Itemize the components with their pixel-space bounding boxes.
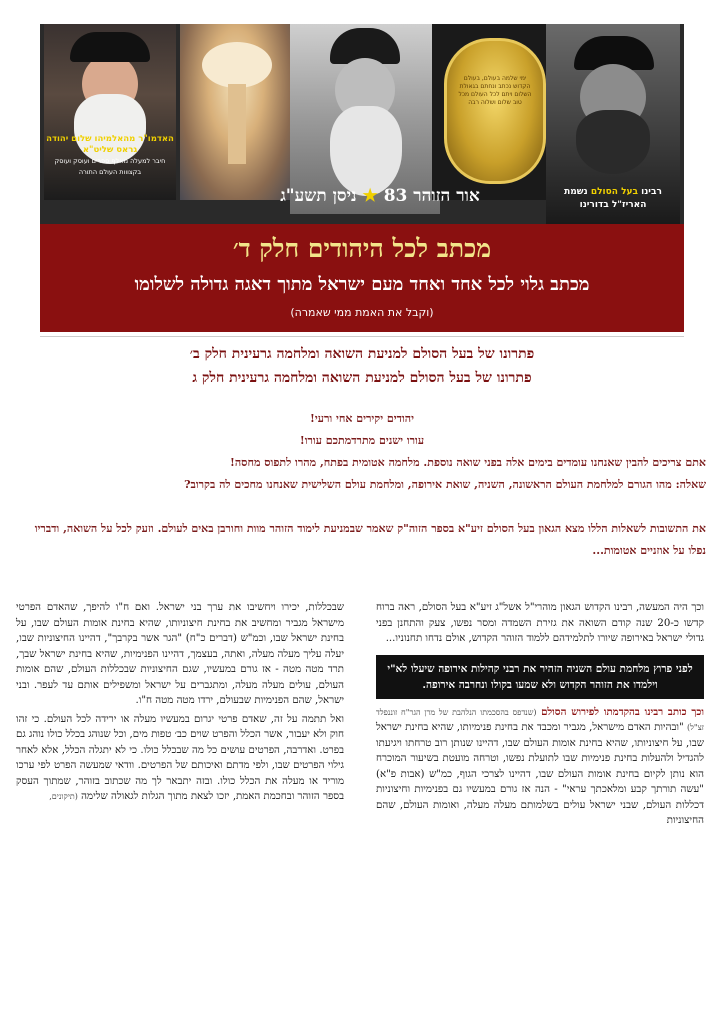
left-caption-sub: חיבר למעלה מאלף ספרים ועוסק ועוסק בקצווות העולם התורה — [54, 157, 166, 176]
intro-line-2: עורו ישנים מתרדמתכם עורו! — [299, 434, 425, 447]
page-subtitle: מכתב גלוי לכל אחד ואחד מעם ישראל מתוך דאגה גדולה לשלומו — [134, 274, 590, 295]
intro-line-4: שאלה: מהו הגורם למלחמת העולם הראשונה, השניה, שואת אירופה, ומלחמת עולם השלישית שאנחנו מחכים לה בקרוב? — [184, 478, 706, 491]
hat-shape — [70, 32, 150, 62]
quote-text: "ובהיות האדם מישראל, מגביר ומכבד את בחינת פנימיותו, שהיא בחינת ישראל שבו, על חיצוניותו, שהיא בחינת אומות העולם שבו, דהיינו שנותן רוב טרחתו ויגיעתו להגדיל ולהעלות בחינת פנימיות שבו לתועלת נפשו, וטרחה מועטת בשיעור המוכרח הוא נותן לקיום בחינת אומות העולם שבו, דהיינו לצרכי הגוף, כמ"ש (אבות פ"א) "עשה תורתך קבע ומלאכתך עראי" - הנה אז גורם במעשיו גם בפנימיות וחיצוניות דכללות העולם, שבני ישראל עולים בשלמותם מעלה מעלה, ואומות העולם, שהם החיצוניות — [376, 722, 704, 826]
subtitle-1: פתרונו של בעל הסולם למניעת השואה ומלחמה גרעינית חלק ב׳ — [189, 346, 535, 362]
mushroom-cloud-shape — [202, 42, 272, 88]
left-caption — [46, 134, 174, 178]
issue-name: אור הזוהר 83 — [383, 186, 480, 206]
beard-shape — [330, 106, 402, 196]
issue-date: ניסן תשע"ג — [280, 186, 357, 206]
title-box — [40, 224, 684, 332]
gold-coin — [444, 38, 546, 184]
left-caption-name: האדמו"ר מהאלמיהו שלום יהודה גראס שליט"א — [46, 134, 174, 155]
page-tagline: (וקבל את האמת ממי שאמרה) — [290, 306, 434, 319]
column-left — [16, 600, 344, 808]
column-right — [376, 600, 704, 832]
coin-text: ימי שלמה בעולם, בעולם הקדוש נכתב ונחתם בגאולת השלום ויתם לכל העולם מכל טוב שלום ושלוה רבה — [458, 75, 532, 106]
cloud-stem-shape — [228, 84, 246, 164]
col-left-source: (תיקונים, — [49, 792, 78, 801]
star-icon: ★ — [362, 186, 378, 206]
right-caption-2: בעל הסולם — [590, 187, 638, 197]
header-banner — [40, 24, 684, 224]
issue-line — [220, 186, 540, 206]
col-left-text: ואל תתמה על זה, שאדם פרטי יגרום במעשיו מעלה או ירידה לכל העולם. כי זהו חוק ולא יעבור, אשר הכלל והפרט שוים כב׳ טפות מים, וכל שנוהג בכלל כולו נוהג גם בפרט. ואדרבה, הפרטים עושים כל מה שבכלל כולו. כי לא יתגלה הכלל, אלא לאחר גילוי הפרטים שבו, ולפי מדתם ואיכותם של הפרטים. וודאי שמעשה הפרט לפי ערכו מוריד או מעלה את הכלל כולו. ובזה יתבאר לך מה שכתוב בזוהר, שמתוך העסק בספר הזוהר ובחכמת האמת, יזכו לצאת מתוך הגלות לגאולה שלימה — [16, 713, 344, 802]
intro-line-1: יהודים יקירים אחי ורעי! — [310, 412, 414, 425]
col-left-paragraph-1: שבכללות, יכירו ויחשיבו את ערך בני ישראל. ואם ח"ו להיפך, שהאדם הפרטי מישראל מגביר ומחשיב את בחינת חיצוניותו, שהיא בחינת אומות העולם שבו, על בחינת ישראל שבו, וכמ"ש (דברים כ"ח) "הגר אשר בקרבך", דהיינו החיצוניות שבו, יעלה עליך מעלה מעלה, ואתה, בעצמך, דהיינו הפנימיות, שהיא בחינת ישראל שבך, תרד מטה מטה - אז גורם במעשיו, שגם החיצוניות שבכללות העולם, שהם אומות העולם, עולים מעלה מעלה, ומתגברים על ישראל ומשפילים אותם עד לעפר. ובני ישראל, שהם הפנימיות שבעולם, ירדו מטה מטה ח"ו. — [16, 602, 344, 706]
right-caption-4: האריז"ל בדורינו — [579, 200, 647, 210]
subtitle-2: פתרונו של בעל הסולם למניעת השואה ומלחמה גרעינית חלק ג — [192, 370, 532, 386]
quote-source: (שנדפס בהסכמתו הנלהבת של מרן הגר"ח זוננפלד זצ"ל) — [376, 707, 704, 732]
page-title: מכתב לכל היהודים חלק ד׳ — [232, 234, 492, 263]
warning-box: לפני פרוץ מלחמת עולם השניה הזהיר את רבני קהילות אירופה שיעלו לא"י וילמדו את הזוהר הקדוש ולא שמעו בקולו ונחרבה אירופה. — [376, 655, 704, 699]
col-right-paragraph-2 — [376, 705, 704, 829]
zohar-medallion — [432, 24, 550, 200]
col-left-paragraph-2 — [16, 712, 344, 805]
right-caption-1: רבינו — [641, 187, 662, 197]
right-caption — [548, 186, 678, 212]
col-right-paragraph-1: וכך היה המעשה, רבינו הקדוש הגאון מוהרי"ל אשל"ג זיע"א בעל הסולם, ראה ברוח קדשו כ-20 שנה קודם השואה את גזירת השמדה ומסר נפשו, צעק והתחנן בפני גדולי ישראל באירופה שיורו לתלמידהם ללמוד הזוהר הקדוש, אולם נדחו תחנוניו... — [376, 602, 704, 644]
quote-heading: וכך כותב רבינו בהקדמתו לפירוש הסולם — [541, 705, 705, 718]
explosion-image — [180, 24, 292, 200]
intro-line-3: אתם צריכים להבין שאנחנו עומדים בימים אלה בפני שואה נוספת. מלחמה אטומית בפתח, מהרו לתפוס מחסה! — [230, 456, 706, 469]
right-caption-3: נשמת — [564, 187, 588, 197]
divider — [40, 336, 684, 337]
intro-line-5: את התשובות לשאלות הללו מצא הגאון בעל הסולם זיע"א בספר הזוה"ק שאמר שבמניעת לימוד הזוהר מוות וחורבן באים לעולם. וזעק לכל על השואה, ודבריו נפלו על אוזניים אטומות... — [34, 522, 706, 557]
beard-shape — [576, 110, 650, 174]
